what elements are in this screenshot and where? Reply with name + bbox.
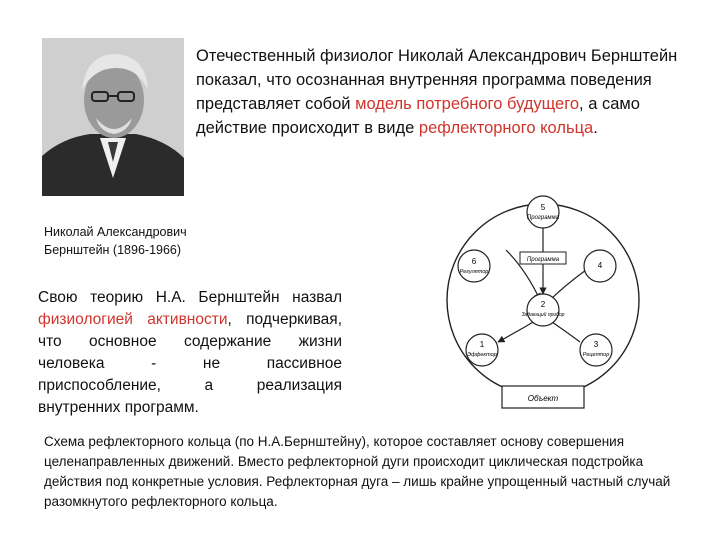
reflex-ring-svg [436,190,650,416]
intro-highlight-ring: рефлекторного кольца [418,119,594,137]
caption-name: Николай Александрович [44,225,187,239]
node-1-label: Эффектор [467,352,497,358]
node-1-number: 1 [479,340,485,349]
theory-paragraph [38,287,342,419]
caption-years: Бернштейн (1896-1966) [44,243,182,257]
node-2-number: 2 [540,300,546,309]
portrait-photo [42,38,184,196]
node-1 [466,334,498,366]
node-2 [527,294,559,326]
intro-paragraph [196,44,686,140]
node-2-label: Задающий прибор [521,312,565,318]
program-label: Программа [526,257,560,263]
intro-text-2: , а само действие происходит в виде [196,95,640,137]
node-5 [527,196,559,228]
body-text-2: , подчеркивая, что основное содержание жизни человека - не пассивное приспособление, а реализация внутренних программ. [38,311,343,416]
body-highlight: физиологией активности [38,311,228,328]
intro-text-1: Отечественный физиолог Николай Александрович Бернштейн показал, что осознанная внутренняя программа поведения представляет собой [196,47,678,113]
node-3-label: Рецептор [582,352,610,358]
arrow-comparator [548,270,586,302]
node-5-number: 5 [540,203,546,212]
node-6-label: Регулятор [459,269,489,275]
reflex-ring-diagram [436,190,650,416]
portrait-caption [44,223,244,259]
body-text-1: Свою теорию Н.А. Бернштейн назвал [38,289,342,306]
node-3 [580,334,612,366]
node-4-number: 4 [597,261,603,270]
intro-highlight-model: модель потребного будущего [355,95,580,113]
intro-text-3: . [593,119,598,137]
node-6 [458,250,490,282]
node-6-number: 6 [471,257,477,266]
scheme-caption: Схема рефлекторного кольца (по Н.А.Бернштейну), которое составляет основу совершения целенаправленных движений. Вместо рефлекторной дуги происходит циклическая подстройка действия под конкретные условия. Рефлекторная дуга – лишь крайне упрощенный частный случай разомкнутого рефлекторного кольца. [44,434,671,509]
node-5-label: Программа [526,215,560,221]
node-3-number: 3 [593,340,599,349]
object-label: Объект [527,394,559,403]
portrait-photo-icon [42,38,184,196]
